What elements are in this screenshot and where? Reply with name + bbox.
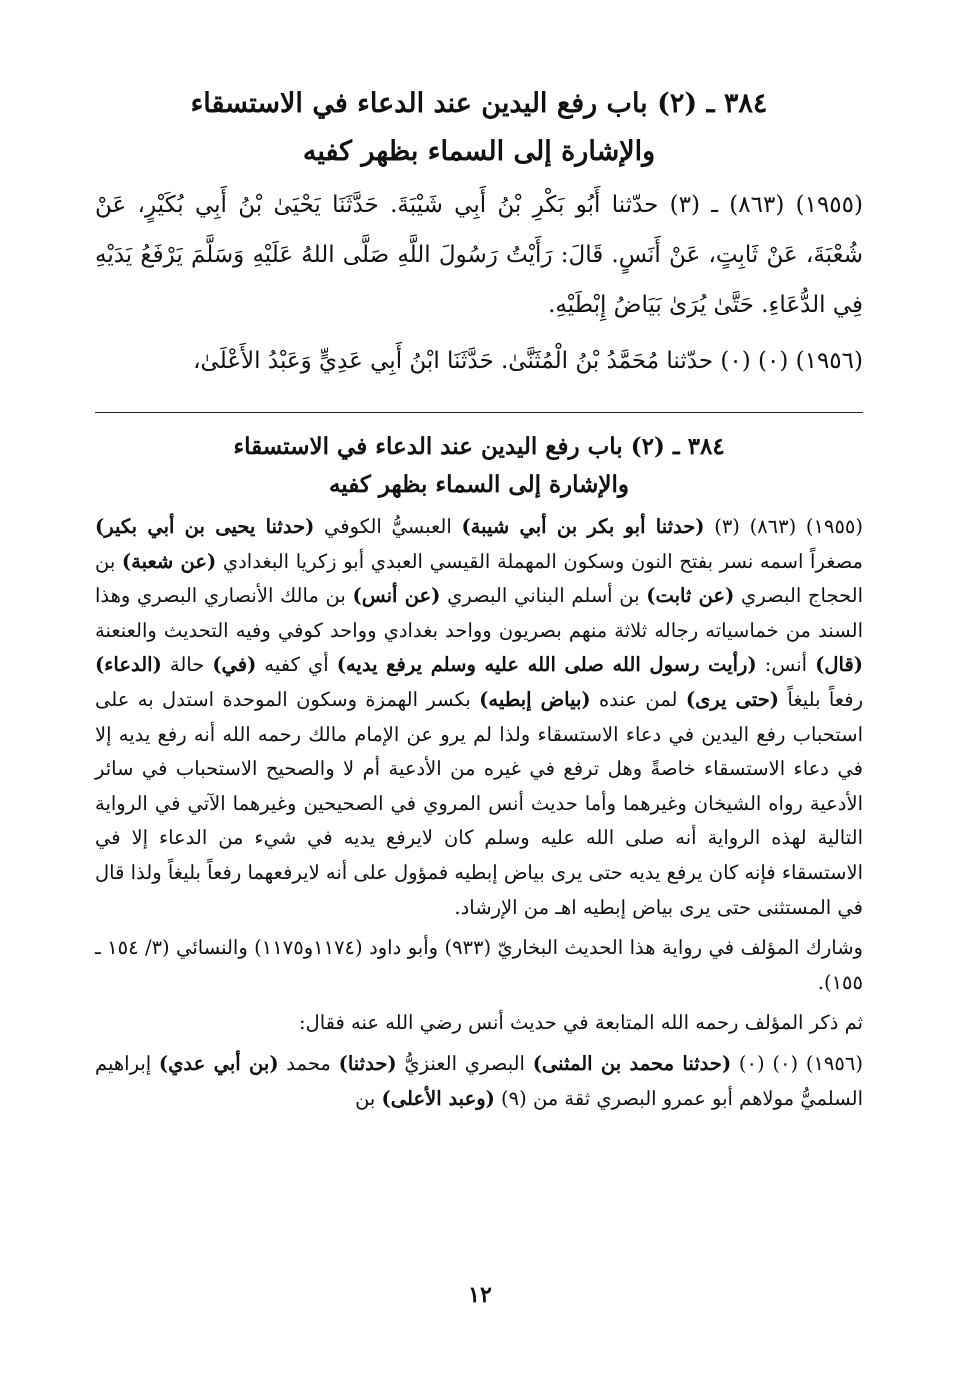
- page-number: ١٢: [468, 1282, 492, 1308]
- text-run: بكسر الهمزة وسكون الموحدة استدل به على استحباب رفع اليدين في دعاء الاستسقاء ولذا لم يرو عن الإمام مالك رحمه الله أنه رفع يديه إلا في دعاء الاستسقاء خاصةً وهل ترفع في غيره من الأدعية أم لا والصحيح الاستحباب في سائر الأدعية رواه الشيخان وغيرهما وأما حديث أنس المروي في الصحيحين وغيرهما الآتي في الرواية التالية لهذه الرواية أنه صلى الله عليه وسلم كان لايرفع يديه في شيء من الدعاء إلا في الاستسقاء فإنه كان يرفع يديه حتى يرى بياض إبطيه فمؤول على أنه لايرفعهما رفعاً بليغاً ولذا قال في المستثنى حتى يرى بياض إبطيه اهـ من الإرشاد.: [95, 687, 863, 919]
- chapter-title-line-1: ٣٨٤ ـ (٢) باب رفع اليدين عند الدعاء في الاستسقاء: [190, 88, 768, 119]
- bold-quote: (قال): [815, 653, 863, 677]
- text-run: بن: [355, 1086, 382, 1110]
- bold-quote: (حدثنا محمد بن المثنى): [532, 1051, 732, 1075]
- bold-quote: (حدثنا يحيى بن أبي بكير): [95, 515, 315, 538]
- text-run: (١٩٥٥) (٨٦٣) (٣): [704, 515, 864, 538]
- bold-quote: (حدثنا أبو بكر بن أبي شيبة): [461, 515, 705, 538]
- text-run: العبسيُّ الكوفي: [314, 515, 462, 538]
- text-run: محمد: [278, 1051, 339, 1075]
- text-run: حالة: [161, 653, 213, 677]
- text-run: مصغراً اسمه نسر بفتح النون وسكون المهملة القيسي العبدي أبو زكريا البغدادي: [216, 549, 863, 573]
- bold-quote: (الدعاء): [95, 653, 162, 677]
- bold-quote: (بياض إبطيه): [479, 687, 591, 711]
- chapter-title-line-2: والإشارة إلى السماء بظهر كفيه: [302, 136, 656, 167]
- bold-quote: (بن أبي عدي): [158, 1051, 279, 1075]
- commentary-chapter-title: [95, 428, 863, 504]
- text-run: لمن عنده: [590, 687, 686, 711]
- bold-quote: (وعبد الأعلى): [381, 1086, 495, 1110]
- commentary-paragraph-1: [95, 510, 863, 925]
- bold-quote: (حدثنا): [338, 1051, 397, 1075]
- commentary-section: [95, 428, 863, 1116]
- text-run: رفعاً بليغاً: [778, 687, 863, 711]
- commentary-paragraph-2: وشارك المؤلف في رواية هذا الحديث البخاريّ (٩٣٣) وأبو داود (١١٧٤و١١٧٥) والنسائي (٣/ ١٥٤ ـ ١٥٥).: [95, 936, 863, 994]
- commentary-title-line-1: ٣٨٤ ـ (٢) باب رفع اليدين عند الدعاء في الاستسقاء: [233, 433, 725, 460]
- hadith-1955: (١٩٥٥) (٨٦٣) ـ (٣) حدّثنا أَبُو بَكْرِ بْنُ أَبِي شَيْبَةَ. حَدَّثَنَا يَحْيَىٰ بْنُ أَبِي بُكَيْرٍ، عَنْ شُعْبَةَ، عَنْ ثَابِتٍ، عَنْ أَنَسٍ. قَالَ: رَأَيْتُ رَسُولَ اللَّهِ صَلَّى اللهُ عَلَيْهِ وَسَلَّمَ يَرْفَعُ يَدَيْهِ فِي الدُّعَاءِ. حَتَّىٰ يُرَىٰ بَيَاضُ إِبْطَيْهِ.: [95, 192, 863, 318]
- text-run: (١٩٥٦) (٠) (٠): [731, 1051, 863, 1075]
- text-run: أنس:: [756, 653, 816, 677]
- bold-quote: (عن ثابت): [646, 584, 735, 608]
- text-run: البصري العنزيُّ: [396, 1051, 533, 1075]
- bold-quote: (في): [212, 653, 257, 677]
- bold-quote: (حتى يرى): [685, 687, 779, 711]
- hadith-text-section: [95, 80, 863, 386]
- text-run: بن الحجاج البصري: [95, 549, 863, 608]
- bold-quote: (رأيت رسول الله صلى الله عليه وسلم يرفع يديه): [336, 653, 757, 677]
- text-run: بن أسلم البناني البصري: [440, 584, 647, 608]
- section-divider: [95, 412, 863, 413]
- hadith-1956: (١٩٥٦) (٠) (٠) حدّثنا مُحَمَّدُ بْنُ الْمُثَنَّىٰ. حَدَّثَنَا ابْنُ أَبِي عَدِيٍّ وَعَبْدُ الأَعْلَىٰ،: [193, 348, 863, 374]
- commentary-paragraph-3: ثم ذكر المؤلف رحمه الله المتابعة في حديث أنس رضي الله عنه فقال:: [298, 1011, 863, 1035]
- chapter-title: [95, 80, 863, 176]
- bold-quote: (عن شعبة): [121, 549, 217, 573]
- bold-quote: (عن أنس): [352, 584, 441, 608]
- commentary-title-line-2: والإشارة إلى السماء بظهر كفيه: [328, 471, 630, 498]
- text-run: بن مالك الأنصاري البصري وهذا السند من خماسياته رجاله ثلاثة منهم بصريون وواحد بغدادي وواحد كوفي وفيه التحديث والعنعنة: [95, 584, 863, 642]
- text-run: إبراهيم السلميُّ مولاهم أبو عمرو البصري ثقة من (٩): [95, 1051, 863, 1110]
- commentary-paragraph-4: [95, 1047, 863, 1116]
- text-run: أي كفيه: [256, 653, 337, 677]
